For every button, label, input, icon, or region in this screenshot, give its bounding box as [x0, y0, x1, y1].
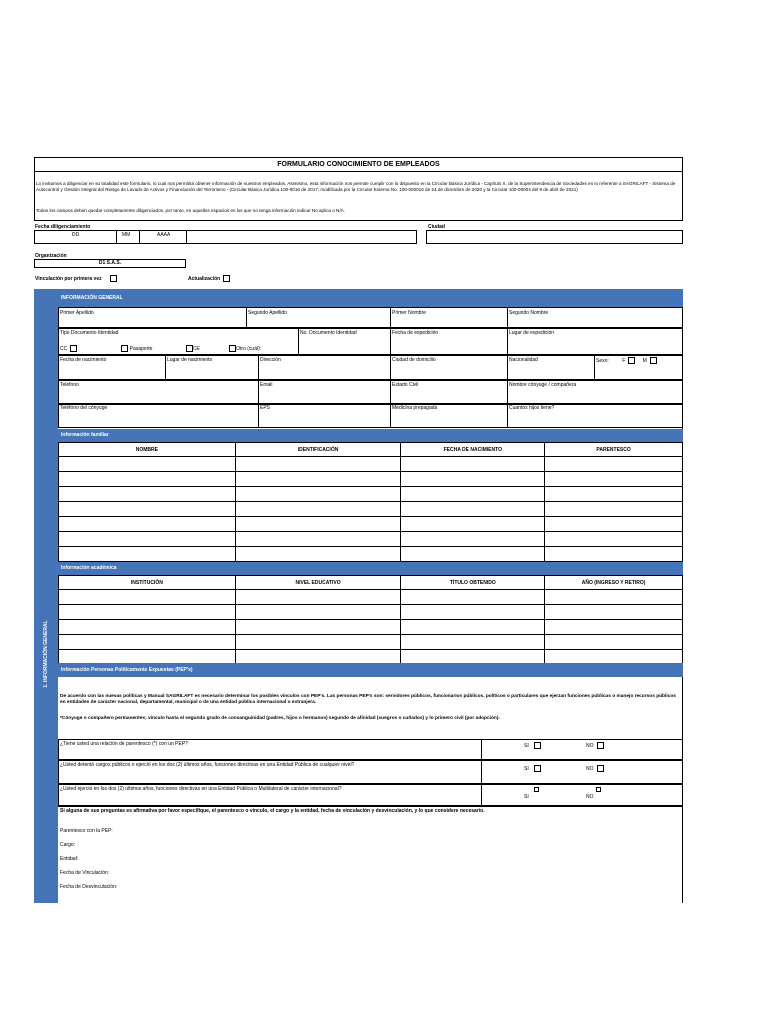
table-row[interactable]	[59, 457, 683, 472]
familiar-header: Información familiar	[58, 429, 683, 442]
ciudad-label: Ciudad	[428, 224, 445, 230]
fecha-sep-2	[139, 230, 140, 244]
row1-sep-3	[507, 307, 508, 328]
row3-sep-3	[390, 355, 391, 380]
nombre-conyuge-field[interactable]: Nombre cónyuge / compañera	[509, 382, 577, 388]
q3-sep	[481, 784, 482, 806]
estado-civil-field[interactable]: Estado Civil	[392, 382, 419, 388]
table-row[interactable]	[59, 547, 683, 562]
row4-sep-1	[258, 380, 259, 404]
q3-si-label: SI	[524, 794, 529, 800]
pasaporte-label: Pasaporte	[129, 345, 153, 352]
tipo-doc-label: Tipo Documento Identidad	[60, 330, 119, 336]
q2-si-label: SI	[524, 765, 529, 772]
q1-no-label: NO	[586, 742, 594, 749]
q3-si-checkbox[interactable]	[534, 787, 539, 792]
q1-no-checkbox[interactable]	[597, 742, 604, 749]
otro-label: Otro (cuál):	[236, 345, 262, 352]
fecha-nac-field[interactable]: Fecha de nacimiento	[60, 357, 107, 363]
row3-sep-5	[594, 355, 595, 380]
academica-header-row	[59, 576, 683, 590]
row1-sep-1	[246, 307, 247, 328]
general-row-1	[58, 307, 683, 328]
pep-paragraph-1: De acuerdo con las nuevas políticas y Manual SAGRILAFT es necesario determinar los posibles vínculos con PEP's. Las personas PEP's son: servidores públicos, funcionarios públicos, políticos o particulares que ejerzan funciones públicas o manejo recursos públicos en entidades de carácter nacional, departamental, municipal o de una entidad pública internacional o extranjera.	[60, 694, 676, 705]
ciudad-field[interactable]	[426, 230, 683, 244]
f-label: F	[622, 357, 626, 364]
m-checkbox[interactable]	[650, 357, 657, 364]
doc-type-options	[60, 345, 296, 352]
primer-nombre-field[interactable]: Primer Nombre	[392, 310, 426, 316]
q1-si-checkbox[interactable]	[534, 742, 541, 749]
fecha-sep-3	[186, 230, 187, 244]
academica-table	[58, 575, 683, 665]
table-row[interactable]	[59, 487, 683, 502]
pasaporte-checkbox[interactable]	[121, 345, 128, 352]
general-row-5	[58, 404, 683, 428]
row4-sep-3	[507, 380, 508, 404]
pep-specify-instruction: Si alguna de sus preguntas es afirmativa por favor especifique, el parentesco o vínculo, el cargo y la entidad, fecha de vinculación y desvinculación, y lo que considere necesario.	[60, 808, 485, 814]
row3-sep-4	[507, 355, 508, 380]
cargo-field[interactable]: Cargo:	[60, 842, 76, 848]
fecha-vinculacion-field[interactable]: Fecha de Vinculación:	[60, 870, 110, 876]
ce-label: CE	[192, 345, 200, 352]
row3-sep-2	[258, 355, 259, 380]
fecha-desvinculacion-field[interactable]: Fecha de Desvinculación:	[60, 884, 118, 890]
sexo-options	[596, 357, 657, 364]
pep-paragraph-2: *Cónyuge o compañero permanentes; vínculo hasta el segundo grado de consanguinidad (padres, hijos o hermanos) segundo de afinidad (suegros o cuñados) y lo primero civil (por adopción).	[60, 716, 500, 721]
familiar-table	[58, 442, 683, 562]
vinculacion-text: Vinculación por primera vez	[35, 275, 102, 282]
fecha-dd: DD	[72, 232, 80, 238]
ce-checkbox[interactable]	[186, 345, 193, 352]
q3-no-label: NO	[586, 794, 594, 800]
table-row[interactable]	[59, 590, 683, 605]
table-row[interactable]	[59, 532, 683, 547]
row4-sep-2	[390, 380, 391, 404]
hijos-field[interactable]: Cuantos hijos tiene?	[509, 405, 555, 411]
pep-header: Información Personas Políticamente Expuestas (PEP's)	[58, 663, 683, 677]
q1-si	[524, 742, 541, 749]
academica-col-institucion: INSTITUCIÓN	[59, 576, 236, 590]
actualizacion-text: Actualización	[188, 275, 221, 282]
pep-question-2: ¿Usted detentó cargos públicos o ejerció en los dos (2) últimos años, funciones directivas en una Entidad Pública de cualquier nivel?	[60, 762, 355, 768]
general-row-4	[58, 380, 683, 404]
general-row-3	[58, 355, 683, 380]
academica-col-nivel: NIVEL EDUCATIVO	[235, 576, 401, 590]
table-row[interactable]	[59, 635, 683, 650]
row5-sep-3	[507, 404, 508, 428]
table-row[interactable]	[59, 605, 683, 620]
familiar-col-parentesco: PARENTESCO	[545, 443, 683, 457]
medicina-field[interactable]: Medicina prepagada	[392, 405, 438, 411]
actualizacion-checkbox[interactable]	[223, 275, 230, 282]
telefono-field[interactable]: Teléfono	[60, 382, 79, 388]
table-row[interactable]	[59, 620, 683, 635]
eps-field[interactable]: EPS	[260, 405, 271, 411]
academica-col-titulo: TÍTULO OBTENIDO	[401, 576, 545, 590]
pep-question-3: ¿Usted ejerció en los dos (2) últimos años, funciones directivas en una Entidad Pública o Multilateral de carácter internacional?	[60, 786, 342, 792]
row3-sep-1	[165, 355, 166, 380]
q2-si-checkbox[interactable]	[534, 765, 541, 772]
general-header: INFORMACIÓN GENERAL	[58, 289, 683, 307]
fecha-label: Fecha diligenciamiento	[35, 224, 91, 230]
row2-sep-2	[390, 328, 391, 355]
q2-si	[524, 765, 541, 772]
q3-no-checkbox[interactable]	[596, 787, 601, 792]
vinculacion-label	[35, 275, 117, 282]
cc-checkbox[interactable]	[70, 345, 77, 352]
vinculacion-checkbox[interactable]	[110, 275, 117, 282]
pep-specify-block	[58, 806, 683, 903]
q2-no-label: NO	[586, 765, 594, 772]
email-field[interactable]: Email	[260, 382, 273, 388]
familiar-header-row	[59, 443, 683, 457]
fecha-mm: MM	[122, 232, 131, 238]
entidad-field[interactable]: Entidad:	[60, 856, 79, 862]
parentesco-pep-field[interactable]: Parentesco con la PEP:	[60, 828, 113, 834]
familiar-col-identificacion: IDENTIFICACIÓN	[235, 443, 401, 457]
m-label: M	[642, 357, 647, 364]
cc-label: CC	[60, 345, 68, 352]
ciudad-dom-field[interactable]: Ciudad de domicilio	[392, 357, 436, 363]
fecha-exp-field[interactable]: Fecha de expedición	[392, 330, 439, 336]
segundo-nombre-field[interactable]: Segundo Nombre	[509, 310, 549, 316]
row2-sep-3	[507, 328, 508, 355]
familiar-col-nombre: NOMBRE	[59, 443, 236, 457]
q2-no	[586, 765, 604, 772]
primer-apellido-field[interactable]: Primer Apellido	[60, 310, 94, 316]
segundo-apellido-field[interactable]: Segundo Apellido	[248, 310, 287, 316]
intro-text: Lo invitamos a diligenciar en su totalidad este formulario, lo cual nos permitirá obtener información de nuestros empleados. Asimismo, esta información nos permite cumplir con lo dispuesto en la Circular Básica Jurídica - Capítulo X, de la Superintendencia de Sociedades en lo referente a SAGRILAFT - Sistema de Autocontrol y Gestión Integral del Riesgo de Lavado de Activos y Financiación del Terrorismo - (Circular Básica Jurídica 100-0016 de 2017, modificada por la Circular Externa No. 100-000016 de 24 de diciembre de 2020 y la Circular 100-00004 del 9 de abril de 2021)	[36, 181, 676, 192]
lugar-nac-field[interactable]: Lugar de nacimiento	[167, 357, 213, 363]
fecha-field[interactable]	[34, 230, 417, 244]
row1-sep-2	[390, 307, 391, 328]
fecha-aaaa: AAAA	[157, 232, 171, 238]
sexo-label: Sexo:	[596, 357, 609, 364]
q1-no	[586, 742, 604, 749]
form-title: FORMULARIO CONOCIMIENTO DE EMPLEADOS	[277, 161, 440, 168]
row5-sep-1	[258, 404, 259, 428]
table-row[interactable]	[59, 502, 683, 517]
organizacion-value: D1 S.A.S.	[98, 260, 122, 266]
instructions-note: Todos los campos deben quedar completamente diligenciados, por tanto, en aquellos espacios en los que no tenga información indicar No aplica o N/A.	[36, 208, 345, 213]
academica-col-anio: AÑO (INGRESO Y RETIRO)	[545, 576, 683, 590]
actualizacion-label	[188, 275, 230, 282]
f-checkbox[interactable]	[628, 357, 635, 364]
nacionalidad-field[interactable]: Nacionalidad	[509, 357, 538, 363]
organizacion-label: Organización	[35, 253, 67, 259]
fecha-sep-1	[116, 230, 117, 244]
no-doc-field[interactable]: No. Documento Identidad	[300, 330, 357, 336]
pep-question-1: ¿Tiene usted una relación de parentesco (*) con un PEP?	[60, 741, 188, 747]
q2-no-checkbox[interactable]	[597, 765, 604, 772]
telefono-conyuge-field[interactable]: Teléfono del cónyuge	[60, 405, 108, 411]
row2-sep-1	[298, 328, 299, 355]
q1-si-label: SI	[524, 742, 529, 749]
title-divider	[34, 171, 683, 172]
familiar-col-fecha: FECHA DE NACIMIENTO	[401, 443, 545, 457]
table-row[interactable]	[59, 517, 683, 532]
q2-sep	[481, 760, 482, 784]
table-row[interactable]	[59, 472, 683, 487]
row5-sep-2	[390, 404, 391, 428]
direccion-field[interactable]: Dirección	[260, 357, 281, 363]
academica-header: Información académica	[58, 562, 683, 575]
lugar-exp-field[interactable]: Lugar de expedición	[509, 330, 555, 336]
q1-sep	[481, 739, 482, 760]
section-side-label: 1. INFORMACIÓN GENERAL	[43, 620, 49, 688]
